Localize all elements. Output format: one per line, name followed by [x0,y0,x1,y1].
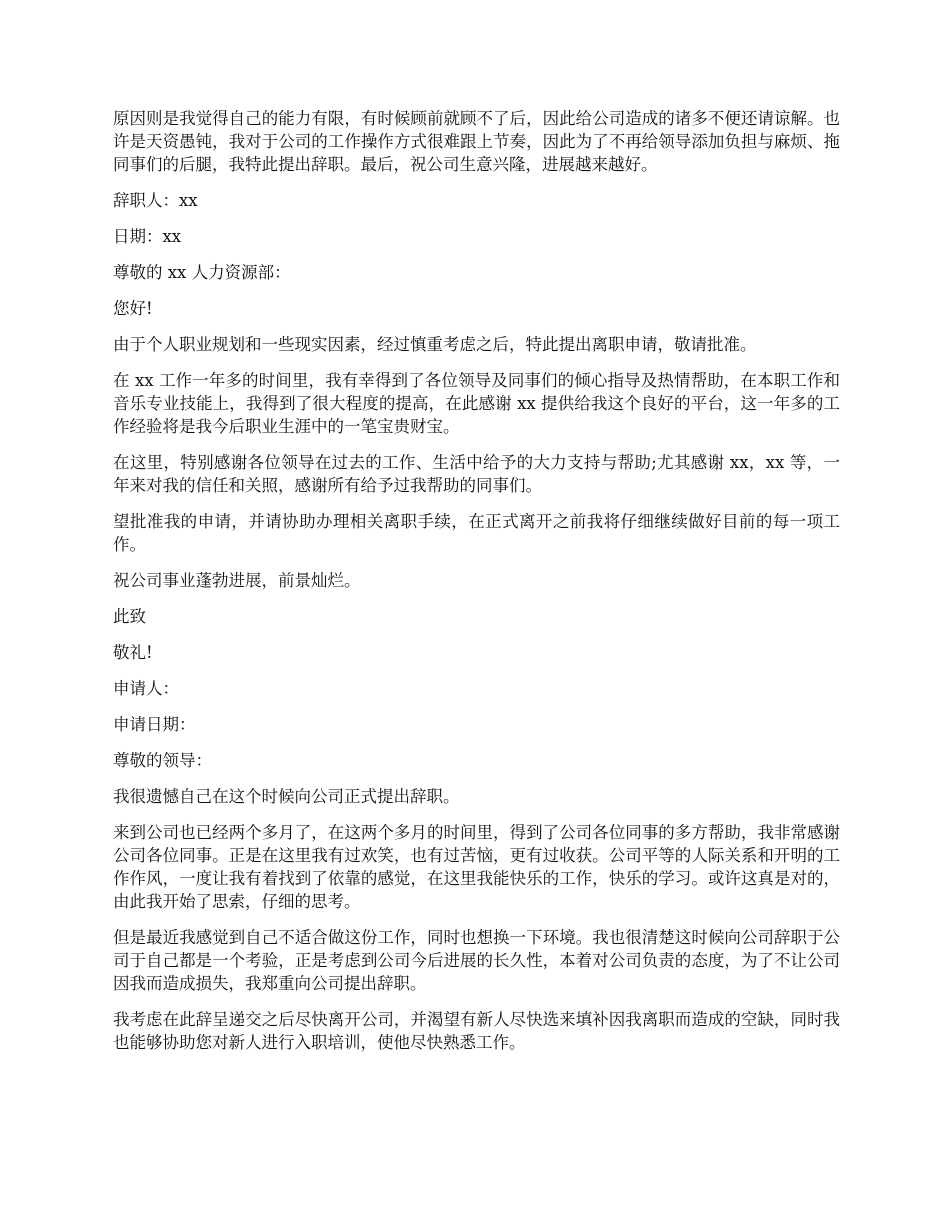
resigner-line: 辞职人：xx [113,191,198,210]
paragraph-closing-reason: 原因则是我觉得自己的能力有限，有时候顾前就顾不了后，因此给公司造成的诸多不便还请谅解。也许是天资愚钝，我对于公司的工作操作方式很难跟上节奏，因此为了不再给领导添加负担与麻烦、拖同事们的后腿，我特此提出辞职。最后，祝公司生意兴隆，进展越来越好。 [113,109,840,174]
closing-jingli: 敬礼! [113,643,153,662]
paragraph-not-suitable: 但是最近我感觉到自己不适合做这份工作，同时也想换一下环境。我也很清楚这时候向公司辞职于公司于自己都是一个考验，正是考虑到公司今后进展的长久性，本着对公司负责的态度，为了不让公司因我而造成损失，我郑重向公司提出辞职。 [113,928,840,993]
applicant-line: 申请人： [113,679,179,698]
salutation-leader: 尊敬的领导： [113,751,212,770]
paragraph-approval: 望批准我的申请，并请协助办理相关离职手续，在正式离开之前我将仔细继续做好目前的每一项工作。 [113,512,840,554]
greeting: 您好! [113,299,153,318]
closing-cizhi: 此致 [113,607,146,626]
paragraph-handover: 我考虑在此辞呈递交之后尽快离开公司，并渴望有新人尽快选来填补因我离职而造成的空缺，同时我也能够协助您对新人进行入职培训，使他尽快熟悉工作。 [113,1010,840,1052]
paragraph-wishes: 祝公司事业蓬勃进展，前景灿烂。 [113,571,361,590]
paragraph-regret: 我很遗憾自己在这个时候向公司正式提出辞职。 [113,787,460,806]
document-page [113,107,840,1067]
paragraph-request: 由于个人职业规划和一些现实因素，经过慎重考虑之后，特此提出离职申请，敬请批准。 [113,335,757,354]
paragraph-thanks: 在这里，特别感谢各位领导在过去的工作、生活中给予的大力支持与帮助;尤其感谢 xx，xx 等，一年来对我的信任和关照，感谢所有给予过我帮助的同事们。 [113,453,840,495]
paragraph-two-months: 来到公司也已经两个多月了，在这两个多月的时间里，得到了公司各位同事的多方帮助，我非常感谢公司各位同事。正是在这里我有过欢笑，也有过苦恼，更有过收获。公司平等的人际关系和开明的工作作风，一度让我有着找到了依靠的感觉，在这里我能快乐的工作，快乐的学习。或许这真是对的，由此我开始了思索，仔细的思考。 [113,823,840,911]
paragraph-experience: 在 xx 工作一年多的时间里，我有幸得到了各位领导及同事们的倾心指导及热情帮助，在本职工作和音乐专业技能上，我得到了很大程度的提高，在此感谢 xx 提供给我这个良好的平台，这一年多的工作经验将是我今后职业生涯中的一笔宝贵财宝。 [113,371,840,436]
salutation-hr: 尊敬的 xx 人力资源部： [113,263,291,282]
application-date-line: 申请日期： [113,715,196,734]
date-line: 日期：xx [113,227,182,246]
